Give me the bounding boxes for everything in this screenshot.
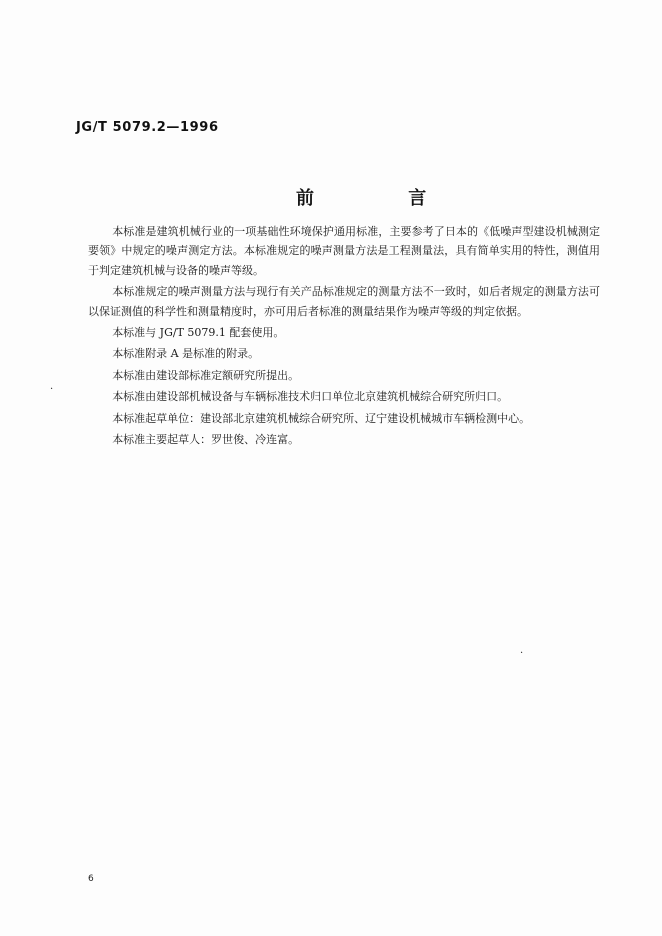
standard-code: JG/T 5079.2—1996 [76,120,219,135]
page-title: 前 言 [296,188,471,209]
foreword-body [88,222,600,449]
paragraph-5: 本标准由建设部标准定额研究所提出。 [112,368,300,382]
paragraph-3: 本标准与 JG/T 5079.1 配套使用。 [112,326,285,340]
paragraph-7: 本标准起草单位：建设部北京建筑机械综合研究所、辽宁建设机械城市车辆检测中心。 [112,411,531,425]
paragraph-6: 本标准由建设部机械设备与车辆标准技术归口单位北京建筑机械综合研究所归口。 [112,390,509,404]
page-number: 6 [88,874,94,884]
paragraph-4: 本标准附录 A 是标准的附录。 [112,347,260,361]
paragraph-8: 本标准主要起草人：罗世俊、冷连富。 [112,433,300,447]
scan-speck: · [520,648,524,659]
paragraph-2: 本标准规定的噪声测量方法与现行有关产品标准规定的测量方法不一致时，如后者规定的测量方法可以保证测值的科学性和测量精度时，亦可用后者标准的测量结果作为噪声等级的判定依据。 [88,285,600,318]
scan-speck: · [50,384,54,395]
paragraph-1: 本标准是建筑机械行业的一项基础性环境保护通用标准，主要参考了日本的《低噪声型建设机械测定要领》中规定的噪声测定方法。本标准规定的噪声测量方法是工程测量法，具有简单实用的特性，测值用于判定建筑机械与设备的噪声等级。 [88,225,600,277]
